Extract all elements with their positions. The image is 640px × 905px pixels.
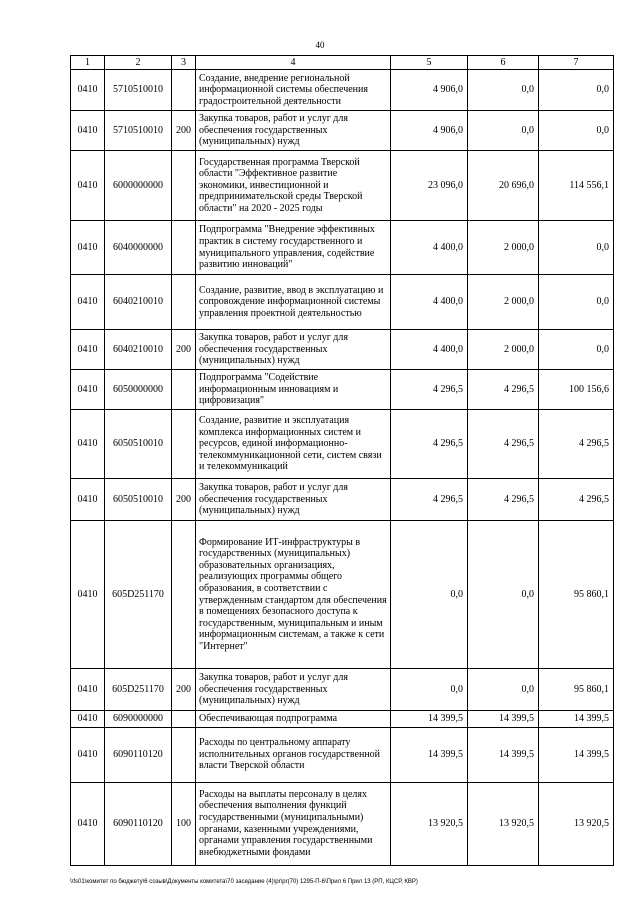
item-name-cell: Государственная программа Тверской области "Эффективное развитие экономики, инвестиционной и предпринимательской среды Тверской области" на 2020 - 2025 годы (196, 151, 391, 221)
amount-col7-cell: 95 860,1 (539, 521, 614, 669)
target-article-cell: 6090110120 (105, 727, 172, 782)
amount-col7-cell: 14 399,5 (539, 711, 614, 728)
amount-col7-cell: 95 860,1 (539, 669, 614, 711)
target-article-cell: 5710510010 (105, 111, 172, 151)
item-name-cell: Закупка товаров, работ и услуг для обеспечения государственных (муниципальных) нужд (196, 479, 391, 521)
amount-col5-cell: 4 296,5 (391, 479, 468, 521)
amount-col5-cell: 0,0 (391, 521, 468, 669)
item-name-cell: Создание, внедрение региональной информационной системы обеспечения градостроительной деятельности (196, 70, 391, 111)
section-code-cell: 0410 (71, 479, 105, 521)
expense-type-cell (172, 151, 196, 221)
amount-col7-cell: 0,0 (539, 111, 614, 151)
section-code-cell: 0410 (71, 370, 105, 410)
target-article-cell: 6040210010 (105, 330, 172, 370)
amount-col5-cell: 4 906,0 (391, 111, 468, 151)
item-name-cell: Подпрограмма "Внедрение эффективных практик в систему государственного и муниципального управления, содействие развитию инноваций" (196, 221, 391, 275)
section-code-cell: 0410 (71, 330, 105, 370)
section-code-cell: 0410 (71, 111, 105, 151)
item-name-cell: Закупка товаров, работ и услуг для обеспечения государственных (муниципальных) нужд (196, 330, 391, 370)
amount-col6-cell: 14 399,5 (468, 711, 539, 728)
section-code-cell: 0410 (71, 711, 105, 728)
header-cell: 2 (105, 56, 172, 70)
amount-col7-cell: 13 920,5 (539, 782, 614, 865)
section-code-cell: 0410 (71, 275, 105, 330)
item-name-cell: Закупка товаров, работ и услуг для обеспечения государственных (муниципальных) нужд (196, 111, 391, 151)
amount-col6-cell: 4 296,5 (468, 410, 539, 479)
table-row (71, 521, 614, 669)
item-name-cell: Создание, развитие и эксплуатация комплекса информационных систем и ресурсов, единой информационно-телекоммуникационной сети, систем связи и телекоммуникаций (196, 410, 391, 479)
item-name-cell: Подпрограмма "Содействие информационным инновациям и цифровизация" (196, 370, 391, 410)
amount-col5-cell: 4 296,5 (391, 410, 468, 479)
table-row (71, 711, 614, 728)
target-article-cell: 6050510010 (105, 479, 172, 521)
item-name-cell: Создание, развитие, ввод в эксплуатацию и сопровождение информационной системы управления проектной деятельностью (196, 275, 391, 330)
section-code-cell: 0410 (71, 782, 105, 865)
header-cell: 1 (71, 56, 105, 70)
budget-table (70, 55, 614, 866)
table-row (71, 111, 614, 151)
section-code-cell: 0410 (71, 727, 105, 782)
target-article-cell: 6050510010 (105, 410, 172, 479)
table-row (71, 330, 614, 370)
amount-col5-cell: 4 400,0 (391, 275, 468, 330)
amount-col5-cell: 13 920,5 (391, 782, 468, 865)
table-row (71, 782, 614, 865)
section-code-cell: 0410 (71, 70, 105, 111)
expense-type-cell: 100 (172, 782, 196, 865)
amount-col5-cell: 4 906,0 (391, 70, 468, 111)
target-article-cell: 605D251170 (105, 669, 172, 711)
page-number: 40 (315, 40, 325, 50)
target-article-cell: 6040210010 (105, 275, 172, 330)
table-row (71, 727, 614, 782)
amount-col5-cell: 14 399,5 (391, 711, 468, 728)
item-name-cell: Закупка товаров, работ и услуг для обеспечения государственных (муниципальных) нужд (196, 669, 391, 711)
amount-col5-cell: 0,0 (391, 669, 468, 711)
amount-col6-cell: 0,0 (468, 669, 539, 711)
target-article-cell: 6090110120 (105, 782, 172, 865)
expense-type-cell (172, 70, 196, 111)
target-article-cell: 6040000000 (105, 221, 172, 275)
expense-type-cell (172, 370, 196, 410)
expense-type-cell (172, 410, 196, 479)
amount-col6-cell: 2 000,0 (468, 221, 539, 275)
amount-col7-cell: 100 156,6 (539, 370, 614, 410)
amount-col5-cell: 4 400,0 (391, 330, 468, 370)
header-cell: 5 (391, 56, 468, 70)
header-cell: 3 (172, 56, 196, 70)
amount-col6-cell: 2 000,0 (468, 330, 539, 370)
expense-type-cell: 200 (172, 330, 196, 370)
amount-col7-cell: 0,0 (539, 275, 614, 330)
section-code-cell: 0410 (71, 151, 105, 221)
amount-col7-cell: 4 296,5 (539, 410, 614, 479)
table-row (71, 410, 614, 479)
amount-col7-cell: 4 296,5 (539, 479, 614, 521)
expense-type-cell: 200 (172, 479, 196, 521)
table-header-row (71, 56, 614, 70)
target-article-cell: 5710510010 (105, 70, 172, 111)
item-name-cell: Расходы на выплаты персоналу в целях обеспечения выполнения функций государственными (муниципальными) органами, казенными учреждениями, органами управления государственными внебюджетными фондами (196, 782, 391, 865)
expense-type-cell (172, 221, 196, 275)
header-cell: 4 (196, 56, 391, 70)
amount-col7-cell: 14 399,5 (539, 727, 614, 782)
item-name-cell: Обеспечивающая подпрограмма (196, 711, 391, 728)
amount-col5-cell: 4 400,0 (391, 221, 468, 275)
amount-col7-cell: 114 556,1 (539, 151, 614, 221)
amount-col6-cell: 2 000,0 (468, 275, 539, 330)
amount-col7-cell: 0,0 (539, 221, 614, 275)
amount-col7-cell: 0,0 (539, 70, 614, 111)
amount-col6-cell: 0,0 (468, 70, 539, 111)
header-cell: 6 (468, 56, 539, 70)
amount-col5-cell: 4 296,5 (391, 370, 468, 410)
item-name-cell: Формирование ИТ-инфраструктуры в государственных (муниципальных) образовательных организациях, реализующих программы общего образования, в соответствии с утвержденным стандартом для обеспечения в помещениях безопасного доступа к государственным, муниципальным и иным информационным системам, а также к сети "Интернет" (196, 521, 391, 669)
amount-col6-cell: 13 920,5 (468, 782, 539, 865)
amount-col5-cell: 23 096,0 (391, 151, 468, 221)
expense-type-cell (172, 727, 196, 782)
table-row (71, 221, 614, 275)
section-code-cell: 0410 (71, 410, 105, 479)
amount-col5-cell: 14 399,5 (391, 727, 468, 782)
amount-col6-cell: 20 696,0 (468, 151, 539, 221)
expense-type-cell (172, 275, 196, 330)
table-row (71, 669, 614, 711)
table-row (71, 151, 614, 221)
table-row (71, 370, 614, 410)
table-row (71, 479, 614, 521)
file-path-footer: \\fs01\комитет по бюджету\6 созыв\Документы комитета\70 заседание (4)\pr\pr(70) 1295-П-6\Прил 6 Прил 13 (РП, КЦСР, КВР) (70, 879, 418, 885)
section-code-cell: 0410 (71, 669, 105, 711)
target-article-cell: 6090000000 (105, 711, 172, 728)
table-row (71, 275, 614, 330)
section-code-cell: 0410 (71, 221, 105, 275)
target-article-cell: 605D251170 (105, 521, 172, 669)
amount-col6-cell: 4 296,5 (468, 479, 539, 521)
expense-type-cell (172, 711, 196, 728)
expense-type-cell: 200 (172, 669, 196, 711)
table-row (71, 70, 614, 111)
amount-col6-cell: 4 296,5 (468, 370, 539, 410)
section-code-cell: 0410 (71, 521, 105, 669)
header-cell: 7 (539, 56, 614, 70)
target-article-cell: 6050000000 (105, 370, 172, 410)
expense-type-cell: 200 (172, 111, 196, 151)
item-name-cell: Расходы по центральному аппарату исполнительных органов государственной власти Тверской области (196, 727, 391, 782)
amount-col6-cell: 14 399,5 (468, 727, 539, 782)
amount-col6-cell: 0,0 (468, 111, 539, 151)
amount-col7-cell: 0,0 (539, 330, 614, 370)
expense-type-cell (172, 521, 196, 669)
amount-col6-cell: 0,0 (468, 521, 539, 669)
target-article-cell: 6000000000 (105, 151, 172, 221)
